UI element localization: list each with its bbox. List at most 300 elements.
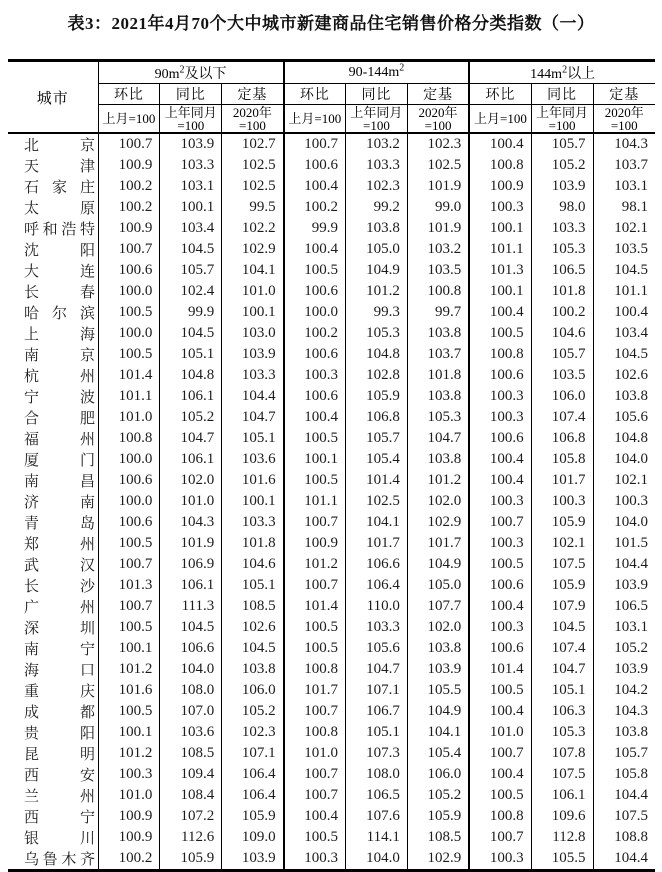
index-value: 100.7 [98,554,160,575]
index-value: 100.6 [98,470,160,491]
index-value: 104.9 [346,260,408,281]
index-value: 101.4 [98,365,160,386]
city-name: 西 宁 [24,810,95,826]
index-value: 104.0 [346,848,408,871]
index-value: 103.5 [407,260,469,281]
group-label-suffix: 及以下 [184,66,227,82]
index-value: 104.5 [222,638,284,659]
table-row [8,470,655,491]
index-value: 105.7 [160,260,222,281]
index-value: 104.1 [222,260,284,281]
index-value: 98.0 [531,197,593,218]
index-value: 101.4 [346,470,408,491]
index-value: 100.3 [469,407,531,428]
index-value: 100.3 [469,386,531,407]
index-value: 103.8 [407,323,469,344]
index-value: 108.5 [160,743,222,764]
index-value: 102.8 [346,365,408,386]
index-value: 107.4 [531,407,593,428]
index-value: 100.6 [469,428,531,449]
index-value: 105.9 [531,512,593,533]
group-header-90-to-144 [284,61,470,84]
index-value: 106.3 [531,701,593,722]
index-value: 102.1 [593,218,655,239]
city-column-header: 城市 [8,61,98,134]
index-value: 100.5 [98,701,160,722]
index-value: 104.5 [160,239,222,260]
index-value: 100.3 [469,533,531,554]
index-value: 114.1 [346,827,408,848]
index-value: 100.6 [469,575,531,596]
index-value: 99.2 [346,197,408,218]
table-row [8,533,655,554]
index-value: 107.8 [531,743,593,764]
index-value: 102.3 [346,176,408,197]
table-row [8,197,655,218]
index-value: 100.9 [469,176,531,197]
city-name: 深 圳 [24,621,95,637]
base-header-same-month-last-year [531,105,593,134]
index-value: 100.5 [284,260,346,281]
index-value: 100.4 [469,133,531,155]
index-value: 106.6 [160,638,222,659]
index-value: 101.8 [222,533,284,554]
index-value: 100.1 [222,491,284,512]
index-value: 100.5 [284,638,346,659]
table-row [8,785,655,806]
index-value: 100.5 [98,344,160,365]
table-row [8,848,655,871]
index-value: 105.1 [346,722,408,743]
index-value: 100.5 [469,554,531,575]
index-value: 104.4 [593,785,655,806]
index-value: 101.3 [98,575,160,596]
index-value: 109.4 [160,764,222,785]
index-value: 100.2 [284,323,346,344]
index-value: 105.8 [593,764,655,785]
base-line: 2020年 [604,104,644,120]
index-value: 108.0 [346,764,408,785]
index-value: 104.7 [346,659,408,680]
index-value: 100.6 [469,638,531,659]
page-title: 表3：2021年4月70个大中城市新建商品住宅销售价格分类指数（一） [67,14,595,33]
index-value: 103.9 [160,133,222,155]
table-row [8,575,655,596]
index-value: 106.4 [346,575,408,596]
index-value: 101.7 [284,680,346,701]
index-value: 103.4 [593,323,655,344]
base-line: 上年同月 [350,104,403,120]
city-name: 西 安 [24,768,95,784]
index-value: 100.6 [284,386,346,407]
index-value: 105.4 [407,743,469,764]
base-line: =100 [177,117,205,133]
table-row [8,638,655,659]
superscript: 2 [562,63,568,75]
index-value: 100.4 [284,806,346,827]
index-value: 105.3 [346,323,408,344]
index-value: 100.3 [469,197,531,218]
index-value: 108.5 [222,596,284,617]
index-value: 102.9 [407,848,469,871]
index-value: 100.5 [284,470,346,491]
index-value: 103.9 [593,659,655,680]
index-value: 100.0 [98,281,160,302]
index-value: 104.9 [407,554,469,575]
index-value: 99.5 [222,197,284,218]
index-value: 101.8 [407,365,469,386]
base-line: =100 [239,117,266,133]
index-value: 100.9 [284,533,346,554]
base-header-prev-month [284,105,346,134]
index-value: 105.9 [160,848,222,871]
index-value: 100.7 [469,827,531,848]
index-value: 101.0 [98,407,160,428]
city-name: 上 海 [24,327,95,343]
index-value: 105.1 [222,575,284,596]
index-value: 106.1 [160,449,222,470]
index-value: 101.0 [284,743,346,764]
index-value: 100.5 [98,302,160,323]
table-row [8,218,655,239]
index-value: 100.8 [469,155,531,176]
index-value: 104.7 [407,428,469,449]
table-row [8,407,655,428]
metric-header-mom: 环比 [284,84,346,105]
base-line: 上月=100 [102,111,156,126]
city-name: 天 津 [24,159,95,175]
index-value: 104.3 [593,133,655,155]
index-value: 102.0 [407,617,469,638]
city-name: 厦 门 [24,453,95,469]
index-value: 105.3 [407,407,469,428]
index-value: 101.9 [407,176,469,197]
index-value: 101.1 [469,239,531,260]
metric-header-yoy: 同比 [346,84,408,105]
index-value: 100.6 [284,344,346,365]
index-value: 98.1 [593,197,655,218]
index-value: 100.8 [98,428,160,449]
index-value: 100.2 [531,302,593,323]
index-value: 101.1 [98,386,160,407]
index-value: 100.9 [98,806,160,827]
city-name: 长 春 [24,285,95,301]
index-value: 107.1 [222,743,284,764]
index-value: 107.5 [531,764,593,785]
index-value: 101.2 [407,470,469,491]
group-label-suffix: 以上 [567,66,596,82]
index-value: 103.9 [531,176,593,197]
index-value: 106.1 [160,386,222,407]
index-value: 103.8 [346,218,408,239]
city-name: 成 都 [24,705,95,721]
index-value: 105.3 [531,722,593,743]
index-value: 104.5 [160,617,222,638]
table-row [8,365,655,386]
index-value: 107.1 [346,680,408,701]
city-name: 太 原 [24,201,95,217]
index-value: 100.1 [284,449,346,470]
city-name: 银 川 [24,831,95,847]
index-value: 106.6 [346,554,408,575]
index-value: 106.4 [222,785,284,806]
index-value: 105.5 [407,680,469,701]
index-value: 103.7 [407,344,469,365]
city-name: 青 岛 [24,516,95,532]
index-value: 101.7 [346,533,408,554]
index-value: 103.8 [407,386,469,407]
index-value: 104.0 [593,512,655,533]
index-value: 100.2 [284,197,346,218]
city-name: 石 家 庄 [24,180,95,196]
index-value: 99.9 [160,302,222,323]
index-value: 103.3 [346,155,408,176]
table-row [8,659,655,680]
index-value: 104.3 [593,701,655,722]
index-value: 101.0 [98,785,160,806]
index-value: 100.0 [98,323,160,344]
index-value: 104.1 [407,722,469,743]
index-value: 106.0 [222,680,284,701]
index-value: 107.9 [531,596,593,617]
index-value: 103.4 [160,218,222,239]
index-value: 105.6 [593,407,655,428]
index-value: 102.6 [222,617,284,638]
city-name: 宁 波 [24,390,95,406]
table-row [8,133,655,155]
index-value: 102.2 [222,218,284,239]
index-value: 105.0 [407,575,469,596]
metric-header-mom: 环比 [469,84,531,105]
index-value: 103.3 [222,512,284,533]
index-value: 104.5 [593,344,655,365]
index-value: 104.9 [407,701,469,722]
index-value: 109.0 [222,827,284,848]
index-value: 103.9 [407,659,469,680]
index-value: 103.3 [531,218,593,239]
table-row [8,491,655,512]
index-value: 100.0 [98,491,160,512]
index-value: 100.7 [284,785,346,806]
index-value: 107.3 [346,743,408,764]
index-value: 106.5 [531,260,593,281]
index-value: 103.8 [593,722,655,743]
index-value: 100.0 [98,449,160,470]
city-name: 南 宁 [24,642,95,658]
base-line: 上年同月 [536,104,589,120]
index-value: 99.7 [407,302,469,323]
superscript: 2 [399,61,405,73]
index-value: 102.3 [407,133,469,155]
index-value: 101.6 [222,470,284,491]
header-row-metrics [8,84,655,105]
index-value: 102.9 [407,512,469,533]
index-value: 100.4 [469,764,531,785]
index-value: 100.8 [469,344,531,365]
index-value: 107.5 [593,806,655,827]
index-value: 100.3 [284,848,346,871]
index-value: 104.5 [593,260,655,281]
index-value: 101.1 [284,491,346,512]
index-value: 100.9 [98,827,160,848]
superscript: 2 [179,63,185,75]
table-row [8,176,655,197]
index-value: 108.5 [407,827,469,848]
index-value: 105.2 [160,407,222,428]
table-row [8,680,655,701]
index-value: 100.5 [98,617,160,638]
city-name: 南 京 [24,348,95,364]
index-value: 100.4 [284,407,346,428]
index-value: 107.7 [407,596,469,617]
index-value: 102.7 [222,133,284,155]
index-value: 106.8 [531,428,593,449]
index-value: 103.2 [346,133,408,155]
index-value: 105.6 [346,638,408,659]
index-value: 100.5 [469,680,531,701]
index-value: 103.9 [222,344,284,365]
base-line: 上月=100 [288,111,342,126]
group-header-90-and-below [98,61,284,84]
table-row [8,155,655,176]
index-value: 109.6 [531,806,593,827]
index-value: 105.2 [593,638,655,659]
index-value: 112.6 [160,827,222,848]
index-value: 108.0 [160,680,222,701]
table-row [8,743,655,764]
index-value: 102.4 [160,281,222,302]
base-line: 上月=100 [474,111,527,126]
index-value: 102.5 [222,176,284,197]
index-value: 101.6 [98,680,160,701]
index-value: 103.2 [407,239,469,260]
index-value: 100.6 [284,155,346,176]
index-value: 105.7 [531,133,593,155]
table-row [8,386,655,407]
index-value: 107.4 [531,638,593,659]
table-row [8,302,655,323]
base-line: 2020年 [232,104,272,120]
index-value: 105.2 [222,701,284,722]
index-value: 100.0 [284,302,346,323]
index-value: 103.9 [593,575,655,596]
index-value: 106.4 [222,764,284,785]
base-header-prev-month [98,105,160,134]
index-value: 106.7 [346,701,408,722]
group-label: 90m [154,66,180,82]
index-value: 101.0 [160,491,222,512]
index-value: 105.9 [346,386,408,407]
city-name: 南 昌 [24,474,95,490]
index-value: 102.6 [593,365,655,386]
table-row [8,596,655,617]
index-value: 104.0 [593,449,655,470]
index-value: 100.4 [469,596,531,617]
index-value: 101.2 [346,281,408,302]
index-value: 99.9 [284,218,346,239]
index-value: 104.7 [160,428,222,449]
index-value: 103.1 [593,176,655,197]
index-value: 100.3 [284,365,346,386]
index-value: 100.8 [284,659,346,680]
index-value: 100.7 [469,743,531,764]
metric-header-yoy: 同比 [531,84,593,105]
index-value: 104.8 [160,365,222,386]
base-line: =100 [363,117,390,133]
index-value: 103.8 [222,659,284,680]
index-value: 105.7 [531,344,593,365]
index-value: 103.0 [222,323,284,344]
table-row [8,260,655,281]
index-value: 102.0 [407,491,469,512]
index-value: 100.4 [469,701,531,722]
index-value: 105.9 [222,806,284,827]
metric-header-fixedbase: 定基 [407,84,469,105]
index-value: 100.1 [98,722,160,743]
index-value: 102.1 [531,533,593,554]
table-row [8,701,655,722]
index-value: 100.3 [531,491,593,512]
metric-header-fixedbase: 定基 [222,84,284,105]
city-name: 昆 明 [24,747,95,763]
index-value: 105.9 [531,575,593,596]
index-value: 104.5 [160,323,222,344]
city-name: 大 连 [24,264,95,280]
metric-header-yoy: 同比 [160,84,222,105]
index-value: 103.3 [160,155,222,176]
index-value: 100.6 [284,281,346,302]
table-row [8,764,655,785]
city-name: 合 肥 [24,411,95,427]
index-value: 104.5 [531,617,593,638]
index-value: 100.6 [98,260,160,281]
index-value: 100.5 [284,827,346,848]
index-value: 105.1 [531,680,593,701]
index-value: 103.5 [531,365,593,386]
metric-header-fixedbase: 定基 [593,84,655,105]
index-value: 101.4 [284,596,346,617]
index-value: 100.5 [469,323,531,344]
city-name: 重 庆 [24,684,95,700]
index-value: 100.1 [469,281,531,302]
table-row [8,827,655,848]
index-value: 106.9 [160,554,222,575]
index-value: 100.5 [98,533,160,554]
header-row-groups [8,61,655,84]
index-value: 100.7 [284,575,346,596]
index-value: 105.3 [531,239,593,260]
index-value: 103.7 [593,155,655,176]
city-name: 济 南 [24,495,95,511]
index-value: 104.7 [222,407,284,428]
base-header-2020 [222,105,284,134]
index-value: 104.0 [160,659,222,680]
index-value: 100.8 [407,281,469,302]
index-value: 100.7 [98,133,160,155]
index-value: 105.2 [531,155,593,176]
index-value: 100.1 [160,197,222,218]
index-value: 101.8 [531,281,593,302]
index-value: 100.4 [469,470,531,491]
group-label: 90-144m [348,64,400,80]
index-value: 106.1 [160,575,222,596]
table-row [8,344,655,365]
index-value: 100.5 [284,617,346,638]
index-value: 103.6 [222,449,284,470]
index-value: 100.9 [98,155,160,176]
index-value: 101.0 [222,281,284,302]
group-label: 144m [530,66,563,82]
